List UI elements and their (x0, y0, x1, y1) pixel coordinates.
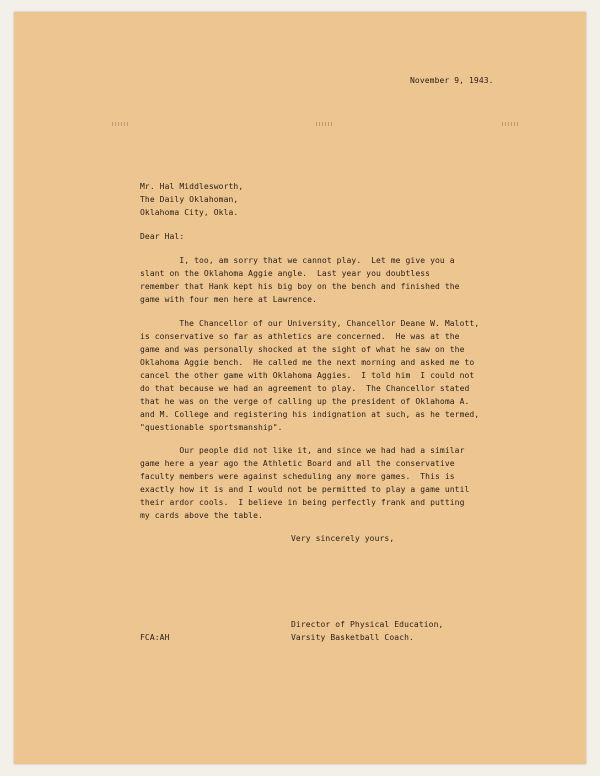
paragraph-line: that he was on the verge of calling up the president of Oklahoma A. (140, 397, 470, 406)
paragraph-line: Our people did not like it, and since we had had a similar (140, 446, 465, 455)
typist-initials: FCA:AH (140, 633, 170, 642)
paragraph-line: game and was personally shocked at the sight of what he saw on the (140, 345, 465, 354)
paragraph-line: their ardor cools. I believe in being perfectly frank and putting (140, 498, 465, 507)
paragraph-line: and M. College and registering his indignation at such, as he termed, (140, 410, 480, 419)
signature-title-2: Varsity Basketball Coach. (291, 633, 414, 642)
punch-mark-left (112, 122, 130, 126)
paragraph-line: game here a year ago the Athletic Board and all the conservative (140, 459, 455, 468)
recipient-organization: The Daily Oklahoman, (140, 195, 239, 204)
paragraph-line: exactly how it is and I would not be permitted to play a game until (140, 485, 470, 494)
letter-sheet (14, 12, 586, 764)
signature-title-1: Director of Physical Education, (291, 620, 444, 629)
paragraph-line: is conservative so far as athletics are concerned. He was at the (140, 332, 460, 341)
paragraph-line: slant on the Oklahoma Aggie angle. Last year you doubtless (140, 269, 431, 278)
paragraph-line: cancel the other game with Oklahoma Aggies. I told him I could not (140, 371, 475, 380)
paragraph-line: I, too, am sorry that we cannot play. Let me give you a (140, 256, 455, 265)
recipient-city: Oklahoma City, Okla. (140, 208, 239, 217)
punch-mark-center (316, 122, 334, 126)
recipient-name: Mr. Hal Middlesworth, (140, 182, 244, 191)
paragraph-line: game with four men here at Lawrence. (140, 295, 317, 304)
paragraph-line: faculty members were against scheduling any more games. This is (140, 472, 455, 481)
letter-date: November 9, 1943. (410, 76, 494, 85)
paragraph-line: my cards above the table. (140, 511, 263, 520)
punch-mark-right (502, 122, 518, 126)
paragraph-line: do that because we had an agreement to play. The Chancellor stated (140, 384, 470, 393)
closing: Very sincerely yours, (291, 534, 395, 543)
paragraph-line: "questionable sportsmanship". (140, 423, 283, 432)
salutation: Dear Hal: (140, 232, 185, 241)
paragraph-line: Oklahoma Aggie bench. He called me the next morning and asked me to (140, 358, 475, 367)
paragraph-line: The Chancellor of our University, Chancellor Deane W. Malott, (140, 319, 480, 328)
paragraph-line: remember that Hank kept his big boy on the bench and finished the (140, 282, 460, 291)
